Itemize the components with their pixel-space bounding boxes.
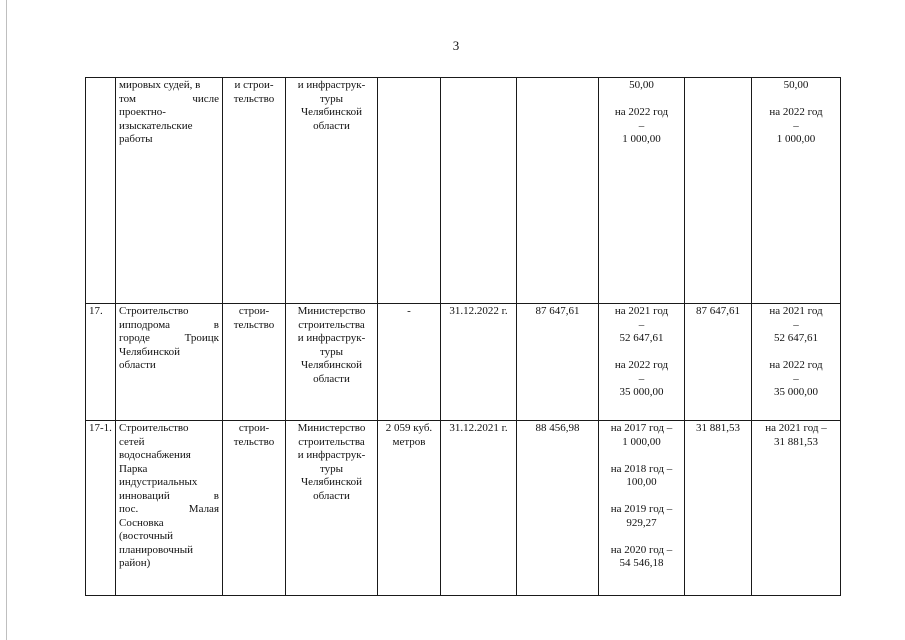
funding-line: – [638,318,645,331]
page-edge-line [6,0,7,640]
funding-line: – [638,119,645,132]
customer-line: Министерство [297,422,366,434]
capacity-line: метров [392,435,426,448]
allocated-line: на 2021 год [769,305,823,317]
customer-line: Министерство [297,305,366,317]
allocated-line: 35 000,00 [774,386,818,398]
object-name-line: Сосновка [119,516,164,529]
row-number-cell: 17. [86,304,116,421]
funding-line: – [638,372,645,385]
customer-line: строительства [298,318,365,331]
object-name-line: Парка [119,462,148,475]
object-name-line: проектно- [119,106,166,118]
object-name-cell [116,421,223,596]
allocated-by-year-cell [752,304,841,421]
allocated-line: на 2022 год [769,106,823,118]
deadline-cell: 31.12.2022 г. [441,304,517,421]
blank-line [755,346,837,360]
funding-line: на 2022 год [614,106,669,118]
funding-line: 929,27 [626,516,657,529]
work-type-cell [223,78,286,304]
customer-line: туры [319,462,344,475]
object-name-line: район) [119,557,151,569]
customer-line: Челябинской [300,359,362,371]
object-name-line: работы [119,133,153,145]
funding-line: на 2022 год [614,359,669,371]
allocated-line: 50,00 [783,79,809,91]
table-row [86,304,841,421]
capacity-cell [378,78,441,304]
row-number-cell: 17-1. [86,421,116,596]
customer-line: области [313,372,350,385]
customer-line: области [313,489,350,502]
object-name-line: городе Троицк [119,332,219,344]
funding-by-year-cell [599,421,685,596]
blank-line [602,346,681,360]
estimated-cost-cell [517,78,599,304]
object-name-line: ипподрома в [119,318,219,331]
object-name-line: (восточный [119,530,174,542]
work-type-line: и строи- [234,79,274,91]
allocated-by-year-cell [752,78,841,304]
capacity-cell: - [378,304,441,421]
work-type-line: тельство [233,318,275,331]
allocated-total-cell: 31 881,53 [685,421,752,596]
object-name-line: Челябинской [119,345,181,358]
table-row [86,421,841,596]
work-type-line: строи- [238,305,270,317]
object-name-line: водоснабжения [119,449,191,461]
allocated-line: – [793,372,799,385]
customer-line: и инфраструк- [297,332,366,344]
construction-objects-table [85,77,841,596]
customer-line: Челябинской [300,476,362,488]
work-type-cell [223,421,286,596]
blank-line [602,449,681,463]
object-name-line: индустриальных [119,476,198,488]
estimated-cost-cell: 87 647,61 [517,304,599,421]
deadline-cell: 31.12.2021 г. [441,421,517,596]
object-name-line: Строительство [119,422,189,434]
allocated-line: на 2021 год – [765,422,827,434]
deadline-cell [441,78,517,304]
work-type-line: тельство [233,435,275,448]
object-name-line: мировых судей, в [119,79,201,91]
object-name-cell [116,78,223,304]
capacity-line: 2 059 куб. [385,422,433,434]
customer-line: области [313,119,350,132]
funding-line: 54 546,18 [619,557,664,569]
funding-line: 100,00 [626,476,657,488]
funding-line: на 2019 год – [610,503,673,515]
customer-line: туры [319,92,344,105]
funding-by-year-cell [599,78,685,304]
row-number-cell [86,78,116,304]
object-name-line: планировочный [119,543,194,556]
estimated-cost-cell: 88 456,98 [517,421,599,596]
work-type-cell [223,304,286,421]
funding-line: 35 000,00 [619,386,664,398]
customer-cell [286,304,378,421]
allocated-line: – [793,318,799,331]
customer-line: и инфраструк- [297,449,366,461]
customer-line: туры [319,345,344,358]
funding-line: на 2018 год – [610,462,673,475]
funding-line: 1 000,00 [622,133,661,145]
object-name-line: области [119,359,156,371]
customer-line: и инфраструк- [297,79,366,91]
allocated-total-cell [685,78,752,304]
object-name-line: инноваций в [119,489,219,502]
object-name-cell [116,304,223,421]
blank-line [602,530,681,544]
capacity-cell [378,421,441,596]
allocated-by-year-cell [752,421,841,596]
blank-line [602,93,681,107]
funding-line: на 2020 год – [610,543,673,556]
allocated-line: – [793,119,799,132]
funding-line: 50,00 [629,79,654,91]
blank-line [602,490,681,504]
funding-line: на 2021 год [614,305,669,317]
customer-line: Челябинской [300,106,362,118]
allocated-total-cell: 87 647,61 [685,304,752,421]
object-name-line: сетей [119,435,145,448]
customer-line: строительства [298,435,365,448]
allocated-line: 1 000,00 [776,133,816,145]
object-name-line: изыскательские [119,119,193,132]
funding-line: 52 647,61 [619,332,664,344]
allocated-line: 31 881,53 [774,435,818,448]
allocated-line: 52 647,61 [774,332,818,344]
blank-line [755,93,837,107]
work-type-line: тельство [233,92,275,105]
allocated-line: на 2022 год [769,359,823,371]
object-name-line: пос. Малая [119,503,219,515]
customer-cell [286,421,378,596]
customer-cell [286,78,378,304]
work-type-line: строи- [238,422,270,434]
object-name-line: том числе [119,92,219,105]
object-name-line: Строительство [119,305,189,317]
funding-line: 1 000,00 [622,435,661,448]
table-row [86,78,841,304]
funding-by-year-cell [599,304,685,421]
page-number: 3 [452,38,460,53]
funding-line: на 2017 год – [610,422,673,434]
